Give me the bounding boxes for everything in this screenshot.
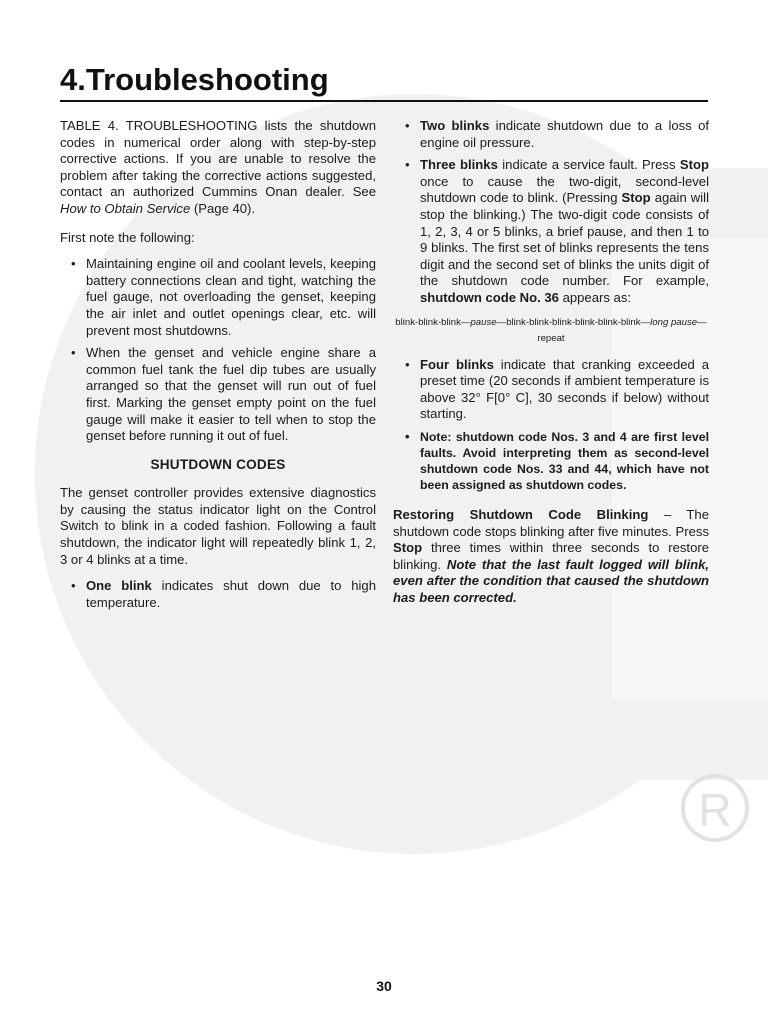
stop-keyword-3: Stop [393,540,423,556]
blink-list-right-continued [393,357,709,493]
bullet-maintenance: • Maintaining engine oil and coolant levels, keeping battery connections clean and tight, watching the fuel gauge, not overloading the genset, keeping the air inlet and outlet openings clear, etc. will prevent most shutdowns. [60,256,376,339]
obtain-service-link[interactable]: How to Obtain Service [60,200,191,216]
intro-paragraph [60,118,376,218]
four-blinks-item [393,357,709,423]
one-blink-label: One blink [86,578,152,594]
shutdown-codes-heading: SHUTDOWN CODES [150,456,286,472]
three-blinks-text-3: again will stop the blinking.) The two-digit code consists of 1, 2, 3, 4 or 5 blinks, a brief pause, and then 1 to 9 blinks. The first set of blinks represents the tens digit and the second set of blinks the units digit of the shutdown code number. For example, [420,190,709,289]
right-column [393,118,709,616]
two-blinks-text: indicate shutdown due to a loss of engine oil pressure. [420,118,709,150]
intro-text-1: TABLE 4. TROUBLESHOOTING lists the shutdown codes in numerical order along with step-by-step corrective actions. If you are unable to resolve the problem after taking the corrective actions suggested, contact an authorized Cummins Onan dealer. See [60,118,376,200]
code-example-part-3: —repeat [537,316,707,344]
stop-keyword-2: Stop [621,190,651,206]
four-blinks-text: indicate that cranking exceeded a preset time (20 seconds if ambient temperature is above 32° F[0° C], 30 seconds if below) without starting. [420,356,709,422]
three-blinks-text-1: indicate a service fault. Press [497,157,680,173]
blink-list-left [60,578,376,611]
three-blinks-item [393,157,709,306]
blink-code-example [393,315,709,347]
stop-keyword-1: Stop [679,157,709,173]
restoring-text-2: three times within three seconds to restore blinking. [393,540,709,572]
maintenance-bullet-list [60,256,376,445]
restoring-text-1: – The shutdown code stops blinking after five minutes. Press [393,506,709,539]
page-title: 4.Troubleshooting [60,62,329,97]
left-column [60,118,376,619]
first-level-faults-note: • Note: shutdown code Nos. 3 and 4 are first level faults. Avoid interpreting them as second-level shutdown code Nos. 33 and 44, which have not been assigned as shutdown codes. [393,429,709,493]
three-blinks-label: Three blinks [420,157,498,173]
blink-list-right [393,118,709,307]
first-note-line: First note the following: [60,229,195,245]
intro-text-2: (Page 40). [190,200,256,216]
restoring-heading: Restoring Shutdown Code Blinking [393,506,649,522]
four-blinks-label: Four blinks [420,356,494,372]
one-blink-text: indicates shut down due to high temperature. [86,578,376,610]
code-example-part-1: blink-blink-blink— [395,316,471,328]
code-example-long-pause: long pause [650,316,698,328]
two-blinks-item [393,118,709,151]
registered-mark-letter: R [698,784,732,836]
bullet-shared-fuel-tank: • When the genset and vehicle engine share a common fuel tank the fuel dip tubes are usually arranged so that the genset will run out of fuel first. Marking the genset empty point on the fuel gauge will make it easier to tell when to stop the genset before running it out of fuel. [60,345,376,445]
page-number: 30 [376,978,392,994]
two-blinks-label: Two blinks [420,118,490,133]
title-rule [60,100,708,102]
one-blink-item [60,578,376,611]
code-example-pause: pause [470,316,497,328]
shutdown-intro-paragraph: The genset controller provides extensive diagnostics by causing the status indicator light on the Control Switch to blink in a coded fashion. Following a fault shutdown, the indicator light will repeatedly blink 1, 2, 3 or 4 blinks at a time. [60,485,376,567]
three-blinks-text-2: once to cause the two-digit, second-level shutdown code to blink. (Pressing [420,173,709,206]
last-fault-note: Note that the last fault logged will blink, even after the condition that caused the shutdown has been corrected. [393,556,710,605]
shutdown-code-36-label: shutdown code No. 36 [420,289,559,305]
three-blinks-text-4: appears as: [558,289,632,305]
restoring-blinking-paragraph [393,507,709,607]
code-example-part-2: —blink-blink-blink-blink-blink-blink— [496,316,651,328]
